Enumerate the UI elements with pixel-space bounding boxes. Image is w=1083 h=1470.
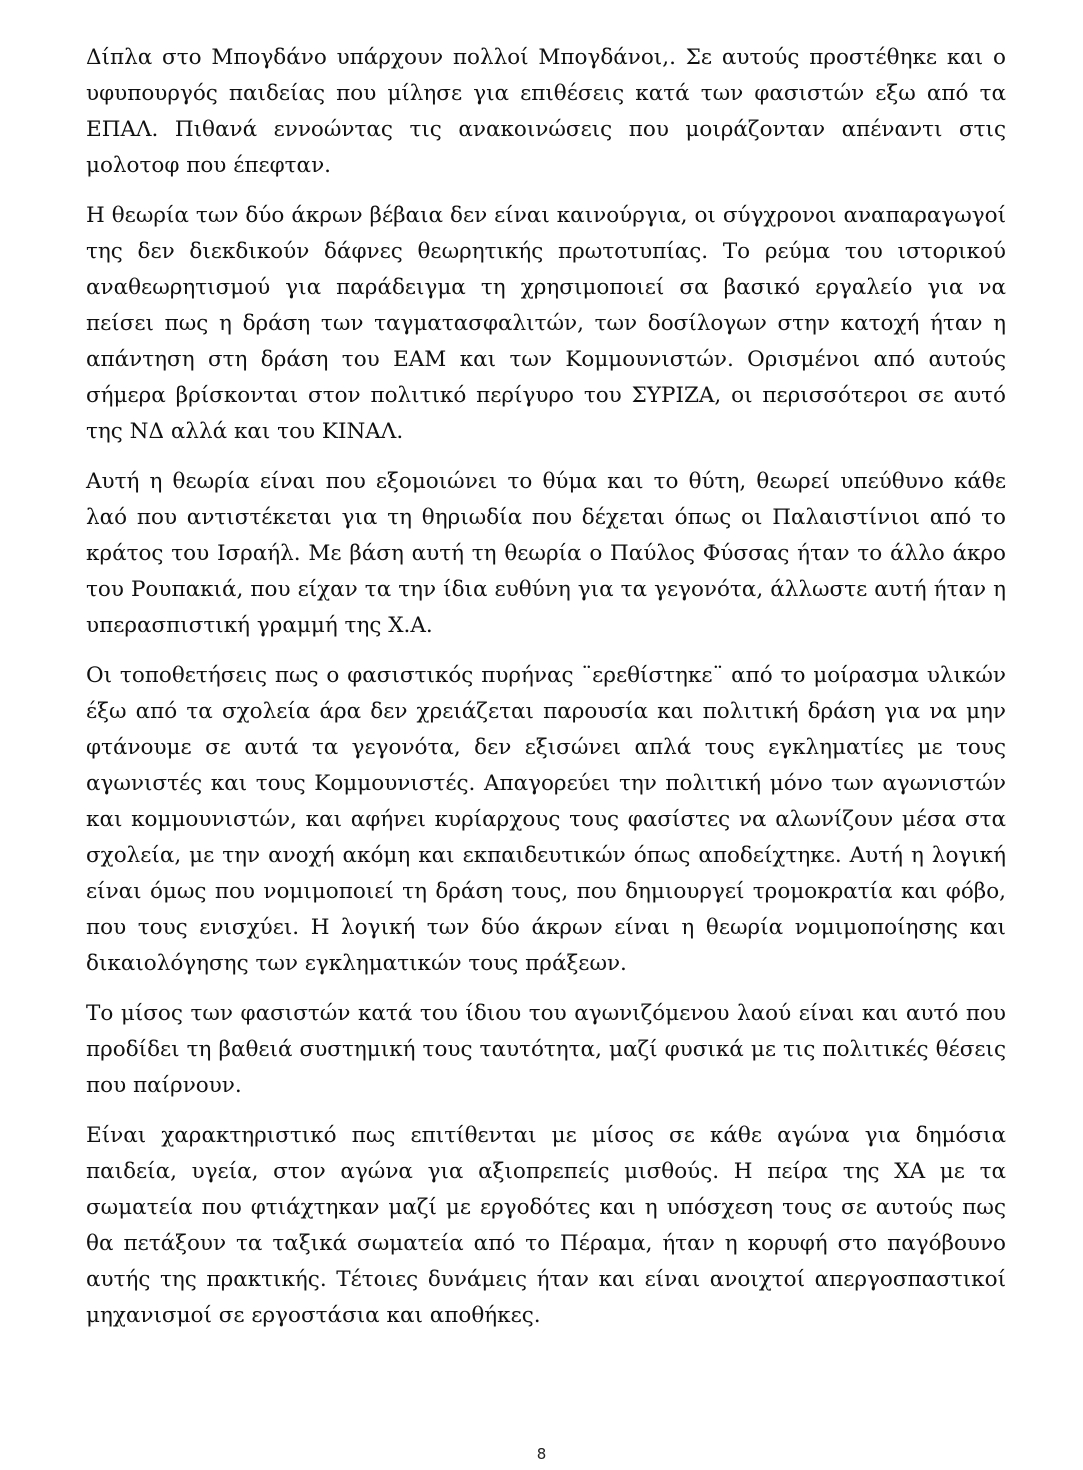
paragraph: Οι τοποθετήσεις πως ο φασιστικός πυρήνας ¨ερεθίστηκε¨ από το μοίρασμα υλικών έξω από τα σχολεία άρα δεν χρειάζεται παρουσία και πολιτική δράση για να μην φτάνουμε σε αυτά τα γεγονότα, δεν εξισώνει απλά τους εγκληματίες με τους αγωνιστές και τους Κομμουνιστές. Απαγορεύει την πολιτική μόνο των αγωνιστών και κομμουνιστών, και αφήνει κυρίαρχους τους φασίστες να αλωνίζουν μέσα στα σχολεία, με την ανοχή ακόμη και εκπαιδευτικών όπως αποδείχτηκε. Αυτή η λογική είναι όμως που νομιμοποιεί τη δράση τους, που δημιουργεί τρομοκρατία και φόβο, που τους ενισχύει. Η λογική των δύο άκρων είναι η θεωρία νομιμοποίησης και δικαιολόγησης των εγκληματικών τους πράξεων. [86, 663, 1006, 976]
paragraph: Είναι χαρακτηριστικό πως επιτίθενται με μίσος σε κάθε αγώνα για δημόσια παιδεία, υγεία, στον αγώνα για αξιοπρεπείς μισθούς. Η πείρα της ΧΑ με τα σωματεία που φτιάχτηκαν μαζί με εργοδότες και η υπόσχεση τους σε αυτούς πως θα πετάξουν τα ταξικά σωματεία από το Πέραμα, ήταν η κορυφή στο παγόβουνο αυτής της πρακτικής. Τέτοιες δυνάμεις ήταν και είναι ανοιχτοί απεργοσπαστικοί μηχανισμοί σε εργοστάσια και αποθήκες. [86, 1123, 1006, 1328]
paragraph: Αυτή η θεωρία είναι που εξομοιώνει το θύμα και το θύτη, θεωρεί υπεύθυνο κάθε λαό που αντιστέκεται για τη θηριωδία που δέχεται όπως οι Παλαιστίνιοι από το κράτος του Ισραήλ. Με βάση αυτή τη θεωρία ο Παύλος Φύσσας ήταν το άλλο άκρο του Ρουπακιά, που είχαν τα την ίδια ευθύνη για τα γεγονότα, άλλωστε αυτή ήταν η υπερασπιστική γραμμή της Χ.Α. [86, 469, 1006, 638]
paragraph: Η θεωρία των δύο άκρων βέβαια δεν είναι καινούργια, οι σύγχρονοι αναπαραγωγοί της δεν διεκδικούν δάφνες θεωρητικής πρωτοτυπίας. Το ρεύμα του ιστορικού αναθεωρητισμού για παράδειγμα τη χρησιμοποιεί σα βασικό εργαλείο για να πείσει πως η δράση των ταγματασφαλιτών, των δοσίλογων στην κατοχή ήταν η απάντηση στη δράση του ΕΑΜ και των Κομμουνιστών. Ορισμένοι από αυτούς σήμερα βρίσκονται στον πολιτικό περίγυρο του ΣΥΡΙΖΑ, οι περισσότεροι σε αυτό της ΝΔ αλλά και του ΚΙΝΑΛ. [86, 203, 1006, 444]
paragraph: Το μίσος των φασιστών κατά του ίδιου του αγωνιζόμενου λαού είναι και αυτό που προδίδει τη βαθειά συστημική τους ταυτότητα, μαζί φυσικά με τις πολιτικές θέσεις που παίρνουν. [86, 1001, 1006, 1098]
paragraph: Δίπλα στο Μπογδάνο υπάρχουν πολλοί Μπογδάνοι,. Σε αυτούς προστέθηκε και ο υφυπουργός παιδείας που μίλησε για επιθέσεις κατά των φασιστών εξω από τα ΕΠΑΛ. Πιθανά εννοώντας τις ανακοινώσεις που μοιράζονταν απέναντι στις μολοτοφ που έπεφταν. [86, 45, 1006, 178]
page-number: 8 [536, 1445, 547, 1463]
document-body [86, 40, 1006, 1348]
